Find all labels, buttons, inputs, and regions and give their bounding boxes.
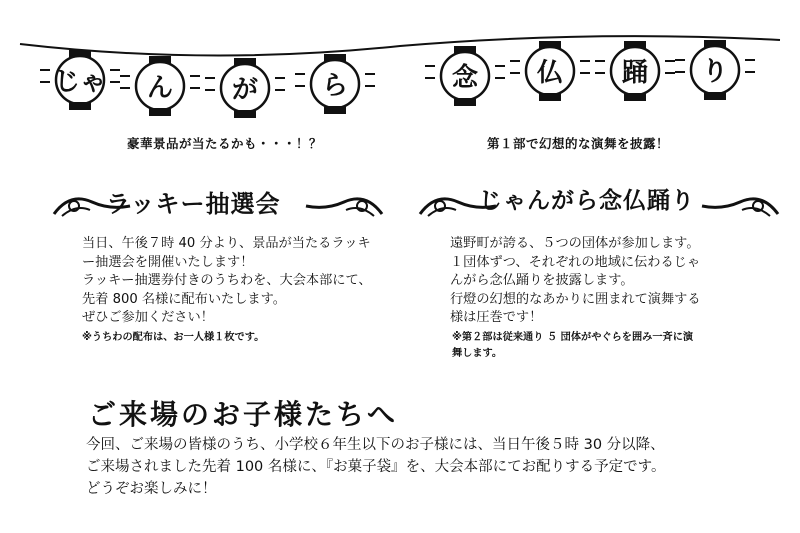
lantern-label: 踊 <box>621 58 649 88</box>
note-line: 舞します。 <box>452 348 503 359</box>
dance-note <box>452 330 693 362</box>
lantern <box>595 41 675 101</box>
lantern <box>205 58 285 118</box>
lantern <box>40 50 120 110</box>
dance-heading: じゃんがら念仏踊り <box>479 187 695 214</box>
text-line: 当日、午後７時 40 分より、景品が当たるラッキ <box>82 236 371 251</box>
text-line: 様は圧巻です！ <box>450 310 543 326</box>
note-line: ※第２部は従来通り ５ 団体がやぐらを囲み一斉に演 <box>452 332 694 343</box>
children-description <box>86 434 665 500</box>
text-line: どうぞお楽しみに！ <box>86 481 217 497</box>
wave-ornament-icon <box>304 188 384 222</box>
children-heading: ご来場のお子様たちへ <box>88 398 399 431</box>
lantern <box>510 41 590 101</box>
lantern-label: が <box>231 75 259 105</box>
lantern-label: り <box>701 57 729 87</box>
dance-description <box>450 235 701 328</box>
lantern-label: 仏 <box>536 58 564 88</box>
text-line: ぜひご参加ください！ <box>82 310 214 326</box>
lantern-label: ら <box>321 71 349 101</box>
text-line: 先着 800 名様に配布いたします。 <box>82 291 286 307</box>
lantern-label: ん <box>146 73 174 103</box>
lantern-label: 念 <box>451 63 479 93</box>
lantern-label: じゃ <box>53 67 107 97</box>
lottery-note <box>82 330 264 346</box>
lantern-banner <box>0 0 800 140</box>
wave-ornament-icon <box>700 188 780 222</box>
text-line: 今回、ご来場の皆様のうち、小学校６年生以下のお子様には、当日午後５時 30 分以降、 <box>86 437 665 453</box>
text-line: ご来場されました先着 100 名様に、『お菓子袋』を、大会本部にてお配りする予定です。 <box>86 459 666 475</box>
text-line: ー抽選会を開催いたします！ <box>82 254 254 270</box>
lottery-heading: ラッキー抽選会 <box>106 189 281 218</box>
text-line: んがら念仏踊りを披露します。 <box>450 273 634 289</box>
lantern <box>295 54 375 114</box>
text-line: 遠野町が誇る、５つの団体が参加します。 <box>450 236 700 251</box>
note-line: ※うちわの配布は、お一人様１枚です。 <box>82 332 265 343</box>
text-line: １団体ずつ、それぞれの地域に伝わるじゃ <box>450 254 701 270</box>
lantern <box>675 40 755 100</box>
lantern <box>425 46 505 106</box>
lantern <box>120 56 200 116</box>
lottery-tagline: 豪華景品が当たるかも・・・！？ <box>127 136 323 151</box>
text-line: ラッキー抽選券付きのうちわを、大会本部にて、 <box>82 273 372 289</box>
dance-tagline: 第１部で幻想的な演舞を披露！ <box>487 136 670 151</box>
text-line: 行燈の幻想的なあかりに囲まれて演舞する <box>450 291 701 307</box>
lottery-description <box>82 235 372 328</box>
